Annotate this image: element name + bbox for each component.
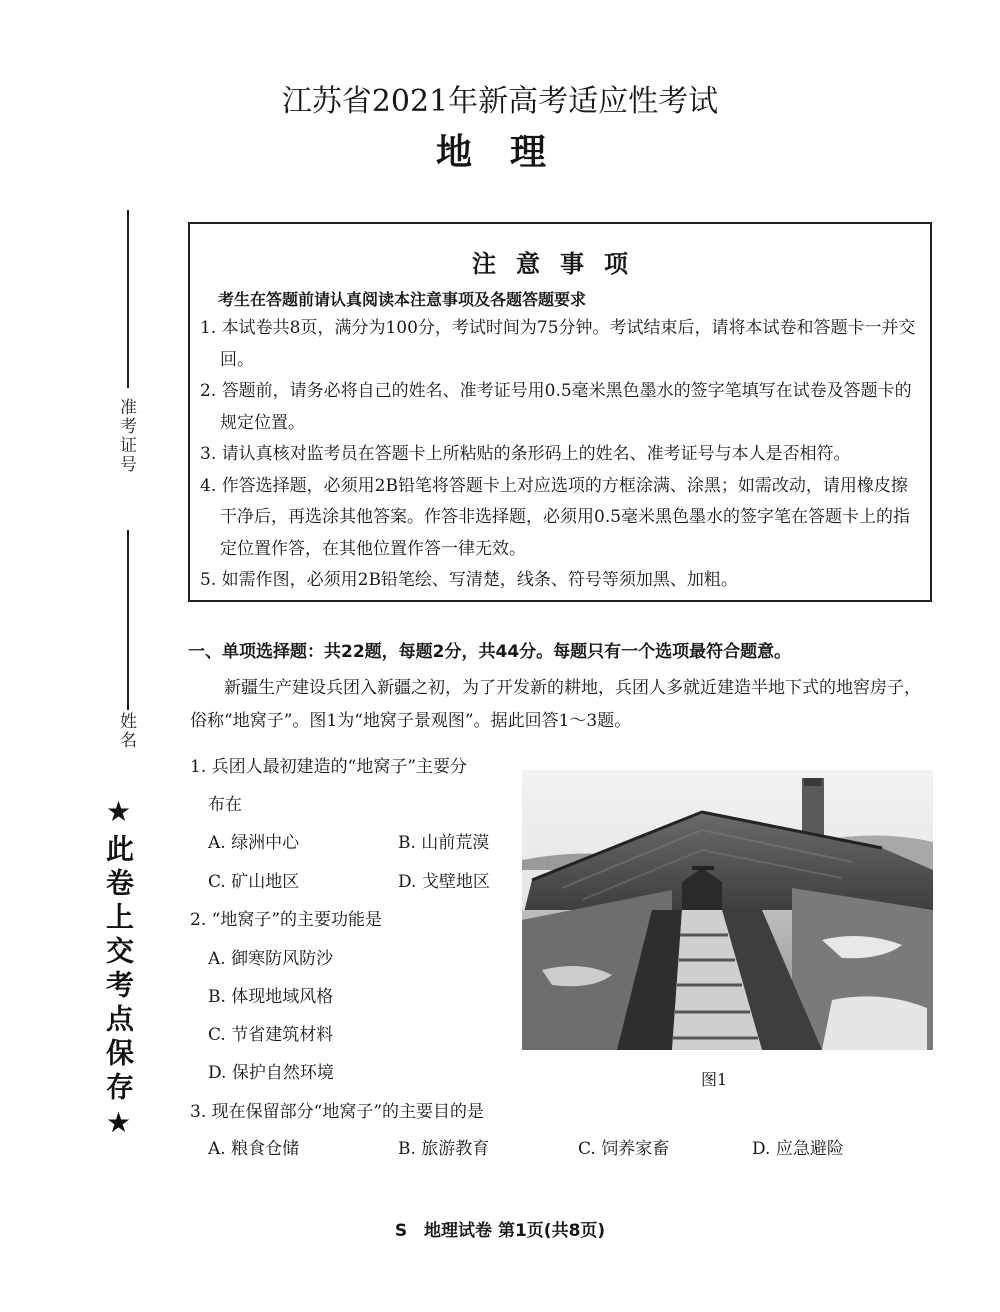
id-number-line [127,210,129,388]
section-intro: 新疆生产建设兵团入新疆之初，为了开发新的耕地，兵团人多就近建造半地下式的地窖房子，俗称“地窝子”。图1为“地窝子景观图”。据此回答1～3题。 [190,678,921,731]
question-2-option-a: A. 御寒防风防沙 [208,949,334,969]
name-line [127,530,129,710]
notice-title: 注意事项 [472,250,648,278]
question-1-option-c: C. 矿山地区 [208,872,300,892]
question-1-stem-cont: 布在 [208,795,242,815]
notice-box [188,222,932,602]
notice-subtitle: 考生在答题前请认真阅读本注意事项及各题答题要求 [218,290,587,309]
question-3-option-c: C. 饲养家畜 [578,1139,670,1159]
page-footer: S 地理试卷 第1页(共8页) [394,1221,606,1241]
question-2-option-b: B. 体现地域风格 [208,987,334,1007]
question-1-option-d: D. 戈壁地区 [398,872,490,892]
subject-title: 地理 [435,132,584,173]
id-number-label: 准考证号 [116,398,136,474]
question-2-stem: 2. “地窝子”的主要功能是 [190,910,383,930]
notice-item: 1. 本试卷共8页，满分为100分，考试时间为75分钟。考试结束后，请将本试卷和答题卡一并交回。 [200,318,916,370]
notice-item: 2. 答题前，请务必将自己的姓名、准考证号用0.5毫米黑色墨水的签字笔填写在试卷及答题卡的规定位置。 [200,381,912,433]
section-heading: 一、单项选择题：共22题，每题2分，共44分。每题只有一个选项最符合题意。 [188,642,792,662]
diwozi-photo [522,770,933,1050]
figure-caption: 图1 [701,1070,728,1089]
name-label: 姓名 [116,712,136,750]
question-2-option-d: D. 保护自然环境 [208,1063,334,1083]
question-1-option-b: B. 山前荒漠 [398,833,490,853]
question-1-option-a: A. 绿洲中心 [208,833,300,853]
exam-title: 江苏省2021年新高考适应性考试 [281,84,719,119]
question-3-option-d: D. 应急避险 [752,1139,844,1159]
notice-list [200,313,922,597]
question-3-option-b: B. 旅游教育 [398,1139,490,1159]
keep-note: ★此卷上交考点保存★ [102,795,135,1145]
question-3-option-a: A. 粮食仓储 [208,1139,300,1159]
notice-item: 3. 请认真核对监考员在答题卡上所粘贴的条形码上的姓名、准考证号与本人是否相符。 [200,444,851,464]
question-2-option-c: C. 节省建筑材料 [208,1025,334,1045]
question-1-stem: 1. 兵团人最初建造的“地窝子”主要分 [190,757,468,777]
question-3-stem: 3. 现在保留部分“地窝子”的主要目的是 [190,1102,485,1122]
notice-item: 5. 如需作图，必须用2B铅笔绘、写清楚，线条、符号等须加黑、加粗。 [200,570,738,590]
notice-item: 4. 作答选择题，必须用2B铅笔将答题卡上对应选项的方框涂满、涂黑；如需改动，请用橡皮擦干净后，再选涂其他答案。作答非选择题，必须用0.5毫米黑色墨水的签字笔在答题卡上的指定位置作答，在其他位置作答一律无效。 [200,475,911,559]
